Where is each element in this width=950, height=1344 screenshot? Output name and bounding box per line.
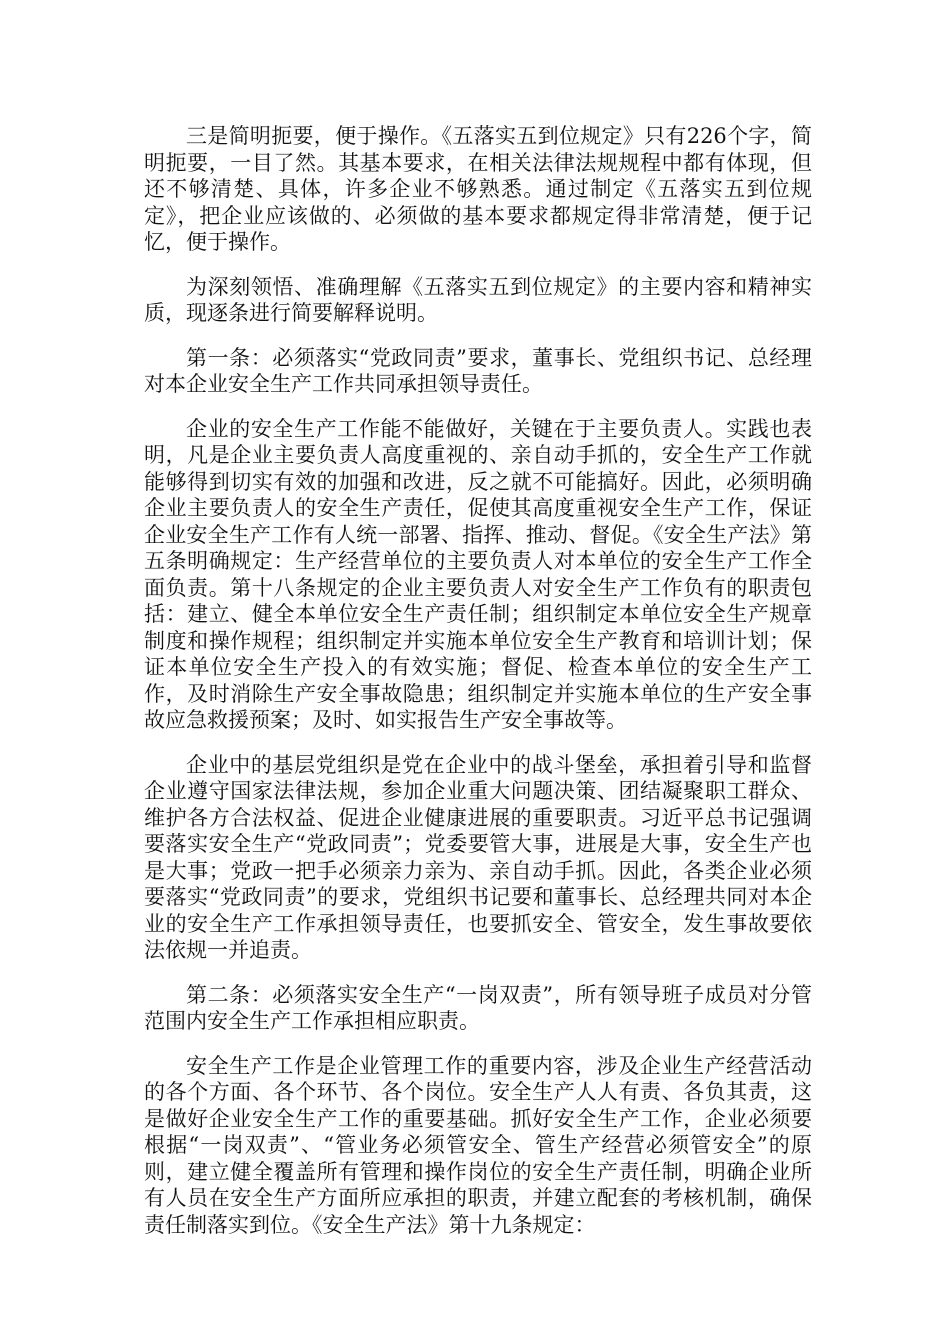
- paragraph-article-two: 第二条：必须落实安全生产“一岗双责”，所有领导班子成员对分管范围内安全生产工作承担相应职责。: [144, 982, 812, 1033]
- paragraph-article-two-detail: 安全生产工作是企业管理工作的重要内容，涉及企业生产经营活动的各个方面、各个环节、各个岗位。安全生产人人有责、各负其责，这是做好企业安全生产工作的重要基础。抓好安全生产工作，企业必须要根据“一岗双责”、“管业务必须管安全、管生产经营必须管安全”的原则，建立健全覆盖所有管理和操作岗位的安全生产责任制，明确企业所有人员在安全生产方面所应承担的职责，并建立配套的考核机制，确保责任制落实到位。《安全生产法》第十九条规定：: [144, 1053, 812, 1237]
- paragraph-article-one-detail: 企业的安全生产工作能不能做好，关键在于主要负责人。实践也表明，凡是企业主要负责人高度重视的、亲自动手抓的，安全生产工作就能够得到切实有效的加强和改进，反之就不可能搞好。因此，必须明确企业主要负责人的安全生产责任，促使其高度重视安全生产工作，保证企业安全生产工作有人统一部署、指挥、推动、督促。《安全生产法》第五条明确规定：生产经营单位的主要负责人对本单位的安全生产工作全面负责。第十八条规定的企业主要负责人对安全生产工作负有的职责包括：建立、健全本单位安全生产责任制；组织制定本单位安全生产规章制度和操作规程；组织制定并实施本单位安全生产教育和培训计划；保证本单位安全生产投入的有效实施；督促、检查本单位的安全生产工作，及时消除生产安全事故隐患；组织制定并实施本单位的生产安全事故应急救援预案；及时、如实报告生产安全事故等。: [144, 416, 812, 732]
- document-body: [144, 123, 812, 1256]
- paragraph-intro-three: 三是简明扼要，便于操作。《五落实五到位规定》只有226个字，简明扼要，一目了然。其基本要求，在相关法律法规规程中都有体现，但还不够清楚、具体，许多企业不够熟悉。通过制定《五落实五到位规定》，把企业应该做的、必须做的基本要求都规定得非常清楚，便于记忆，便于操作。: [144, 124, 812, 254]
- paragraph-party-organization: 企业中的基层党组织是党在企业中的战斗堡垒，承担着引导和监督企业遵守国家法律法规，参加企业重大问题决策、团结凝聚职工群众、维护各方合法权益、促进企业健康进展的重要职责。习近平总书记强调要落实安全生产“党政同责”；党委要管大事，进展是大事，安全生产也是大事；党政一把手必须亲力亲为、亲自动手抓。因此，各类企业必须要落实“党政同责”的要求，党组织书记要和董事长、总经理共同对本企业的安全生产工作承担领导责任，也要抓安全、管安全，发生事故要依法依规一并追责。: [144, 752, 812, 962]
- paragraph-article-one: 第一条：必须落实“党政同责”要求，董事长、党组织书记、总经理对本企业安全生产工作共同承担领导责任。: [144, 345, 812, 396]
- paragraph-explanation-purpose: 为深刻领悟、准确理解《五落实五到位规定》的主要内容和精神实质，现逐条进行简要解释说明。: [144, 274, 812, 325]
